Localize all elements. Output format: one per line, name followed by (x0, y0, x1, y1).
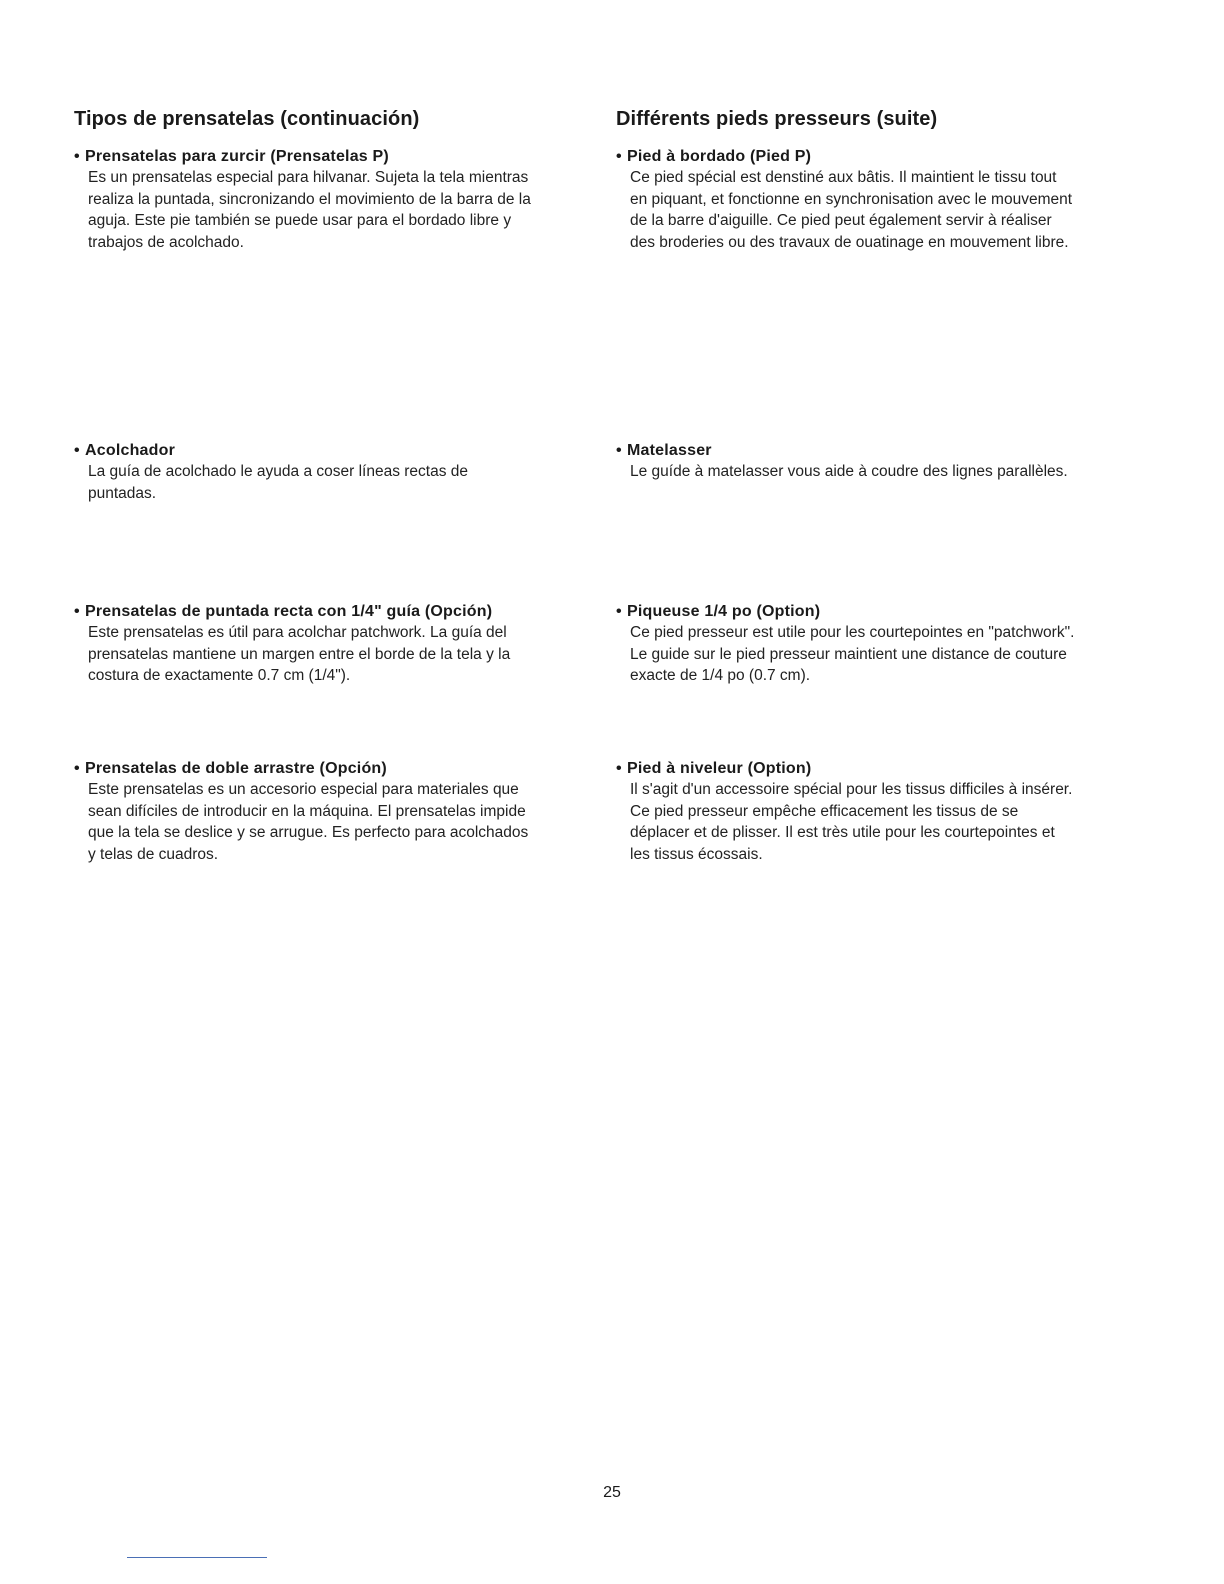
page-number: 25 (603, 1484, 621, 1501)
description-line: en piquant, et fonctionne en synchronisation avec le mouvement (630, 190, 1073, 208)
spanish-section-title: Tipos de prensatelas (continuación) (74, 108, 420, 130)
item-heading (616, 146, 1156, 167)
description-line: puntadas. (88, 484, 157, 502)
item-heading-text: Pied à bordado (Pied P) (627, 148, 812, 165)
description-line: des broderies ou des travaux de ouatinage en mouvement libre. (630, 234, 1069, 252)
item-heading (616, 601, 1156, 622)
description-line: de la barre d'aiguille. Ce pied peut également servir à réaliser (630, 212, 1052, 230)
es-item-4 (74, 758, 614, 866)
description-line: costura de exactamente 0.7 cm (1/4"). (88, 667, 351, 685)
description-line: exacte de 1/4 po (0.7 cm). (630, 667, 811, 685)
description-line: Ce pied presseur empêche efficacement les tissus de se (630, 802, 1019, 820)
description-line: les tissus écossais. (630, 846, 763, 864)
item-heading-text: Matelasser (627, 442, 712, 459)
description-line: Le guide sur le pied presseur maintient une distance de couture (630, 645, 1067, 663)
item-heading (74, 758, 614, 779)
item-heading (616, 440, 1156, 461)
item-description (74, 622, 614, 687)
spanish-column (74, 108, 604, 145)
description-line: Es un prensatelas especial para hilvanar. Sujeta la tela mientras (88, 169, 529, 186)
description-line: Il s'agit d'un accessoire spécial pour les tissus difficiles à insérer. (630, 781, 1073, 798)
item-description (616, 461, 1156, 483)
item-description (74, 167, 614, 254)
item-description (616, 779, 1156, 866)
fr-item-2 (616, 440, 1156, 483)
item-heading (74, 601, 614, 622)
item-heading-text: Acolchador (85, 442, 176, 459)
fr-item-3 (616, 601, 1156, 687)
description-line: Le guíde à matelasser vous aide à coudre des lignes parallèles. (630, 463, 1068, 480)
item-heading (616, 758, 1156, 779)
bullet-icon: • (616, 603, 622, 620)
item-description (616, 622, 1156, 687)
item-description (74, 461, 614, 504)
description-line: Este prensatelas es útil para acolchar patchwork. La guía del (88, 624, 507, 641)
bullet-icon: • (74, 148, 80, 165)
bullet-icon: • (74, 603, 80, 620)
description-line: La guía de acolchado le ayuda a coser líneas rectas de (88, 463, 469, 480)
description-line: aguja. Este pie también se puede usar para el bordado libre y (88, 212, 512, 230)
description-line: sean difíciles de introducir en la máquina. El prensatelas impide (88, 802, 526, 820)
footer-rule (127, 1557, 267, 1558)
item-heading (74, 146, 614, 167)
fr-item-1 (616, 146, 1156, 254)
description-line: que la tela se deslice y se arrugue. Es perfecto para acolchados (88, 824, 529, 842)
bullet-icon: • (616, 148, 622, 165)
description-line: Ce pied spécial est denstiné aux bâtis. Il maintient le tissu tout (630, 169, 1057, 186)
description-line: trabajos de acolchado. (88, 234, 244, 252)
item-heading-text: Prensatelas para zurcir (Prensatelas P) (85, 148, 389, 165)
description-line: Este prensatelas es un accesorio especial para materiales que (88, 781, 519, 798)
item-heading (74, 440, 614, 461)
description-line: y telas de cuadros. (88, 846, 219, 864)
bullet-icon: • (616, 760, 622, 777)
bullet-icon: • (616, 442, 622, 459)
description-line: Ce pied presseur est utile pour les courtepointes en "patchwork". (630, 624, 1075, 641)
item-heading-text: Prensatelas de doble arrastre (Opción) (85, 760, 387, 777)
item-heading-text: Piqueuse 1/4 po (Option) (627, 603, 821, 620)
bullet-icon: • (74, 442, 80, 459)
es-item-1 (74, 146, 614, 254)
description-line: déplacer et de plisser. Il est très utile pour les courtepointes et (630, 824, 1055, 842)
es-item-2 (74, 440, 614, 504)
item-description (74, 779, 614, 866)
item-description (616, 167, 1156, 254)
french-section-title: Différents pieds presseurs (suite) (616, 108, 938, 130)
item-heading-text: Pied à niveleur (Option) (627, 760, 812, 777)
description-line: prensatelas mantiene un margen entre el borde de la tela y la (88, 645, 511, 663)
bullet-icon: • (74, 760, 80, 777)
item-heading-text: Prensatelas de puntada recta con 1/4" guía (Opción) (85, 603, 493, 620)
french-column (616, 108, 1146, 145)
fr-item-4 (616, 758, 1156, 866)
es-item-3 (74, 601, 614, 687)
description-line: realiza la puntada, sincronizando el movimiento de la barra de la (88, 190, 531, 208)
